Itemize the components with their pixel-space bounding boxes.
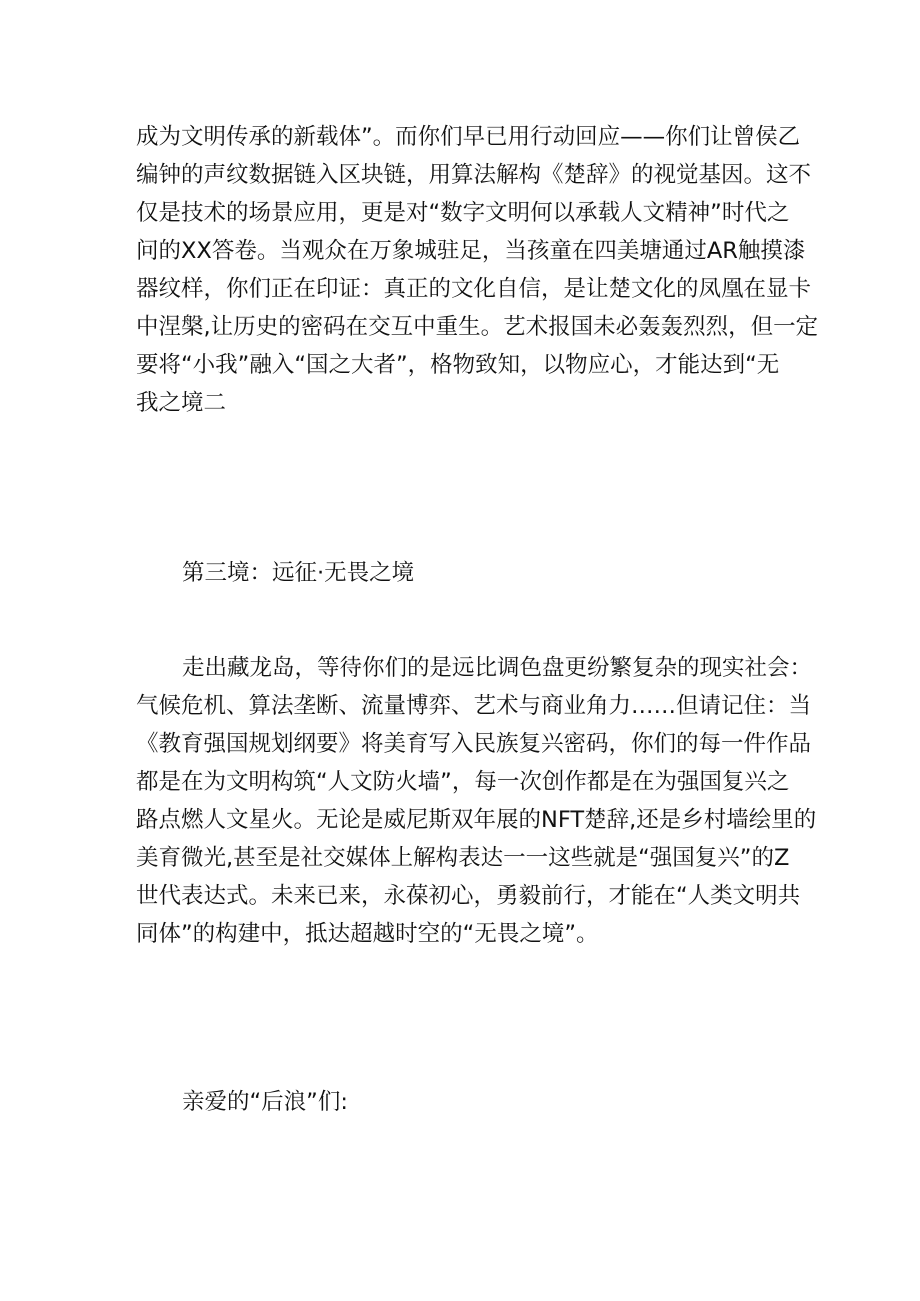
paragraph-line: 要将“小我”融入“国之大者”，格物致知，以物应心，才能达到“无 [136, 352, 780, 378]
section-heading-3 [136, 554, 796, 592]
paragraph-line: 编钟的声纹数据链入区块链，用算法解构《楚辞》的视觉基因。这不 [136, 162, 812, 188]
paragraph-1 [136, 118, 819, 422]
paragraph-line: 中涅槃,让历史的密码在交互中重生。艺术报国未必轰轰烈烈，但一定 [136, 314, 819, 340]
paragraph-line: 气候危机、算法垄断、流量博弈、艺术与商业角力……但请记住：当 [136, 693, 812, 719]
paragraph-line: 问的XX答卷。当观众在万象城驻足，当孩童在四美塘通过AR触摸漆 [136, 238, 806, 264]
paragraph-line: 同体”的构建中，抵达超越时空的“无畏之境”。 [136, 921, 599, 947]
paragraph-line: 路点燃人文星火。无论是威尼斯双年展的NFT楚辞,还是乡村墙绘里的 [136, 807, 817, 833]
salutation-block [136, 1083, 796, 1121]
paragraph-line: 美育微光,甚至是社交媒体上解构表达一一这些就是“强国复兴”的Z [136, 845, 790, 871]
paragraph-line: 成为文明传承的新载体”。而你们早已用行动回应——你们让曾侯乙 [136, 124, 801, 150]
paragraph-2 [136, 649, 817, 953]
paragraph-line: 器纹样，你们正在印证：真正的文化自信，是让楚文化的凤凰在显卡 [136, 276, 812, 302]
paragraph-line: 世代表达式。未来已来，永葆初心，勇毅前行，才能在“人类文明共 [136, 883, 801, 909]
paragraph-line: 我之境二 [136, 390, 227, 416]
paragraph-line: 走出藏龙岛，等待你们的是远比调色盘更纷繁复杂的现实社会： [182, 655, 813, 681]
section-heading: 第三境：远征·无畏之境 [182, 560, 415, 586]
paragraph-line: 仅是技术的场景应用，更是对“数字文明何以承载人文精神”时代之 [136, 200, 790, 226]
paragraph-line: 《教育强国规划纲要》将美育写入民族复兴密码，你们的每一件作品 [136, 731, 812, 757]
salutation: 亲爱的“后浪”们: [182, 1089, 348, 1115]
paragraph-line: 都是在为文明构筑“人文防火墙”，每一次创作都是在为强国复兴之 [136, 769, 790, 795]
